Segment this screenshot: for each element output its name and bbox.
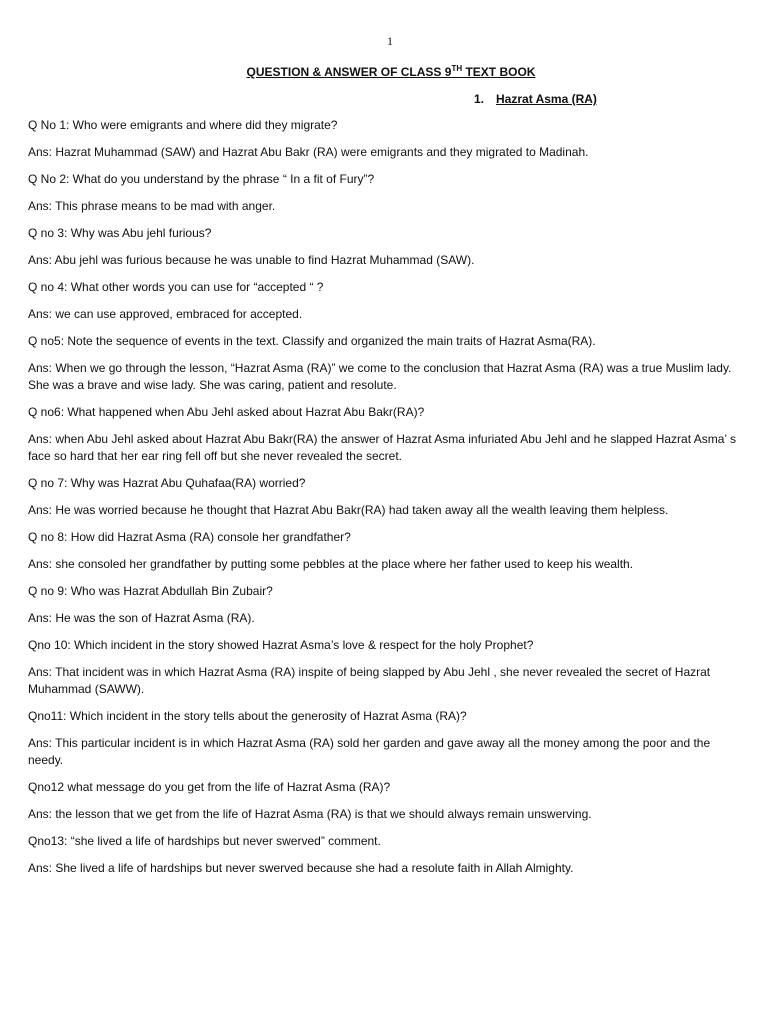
question-11: Qno11: Which incident in the story tells about the generosity of Hazrat Asma (RA)? [28,709,467,723]
answer-1: Ans: Hazrat Muhammad (SAW) and Hazrat Abu Bakr (RA) were emigrants and they migrated to Madinah. [28,145,589,159]
answer-8: Ans: she consoled her grandfather by putting some pebbles at the place where her father used to keep his wealth. [28,557,634,571]
answer-12: Ans: the lesson that we get from the life of Hazrat Asma (RA) is that we should always remain unswerving. [28,807,592,821]
answer-2: Ans: This phrase means to be mad with anger. [28,199,276,213]
section-name: Hazrat Asma (RA) [496,92,597,106]
question-3: Q no 3: Why was Abu jehl furious? [28,226,212,240]
title-suffix: TEXT BOOK [462,65,536,79]
question-13: Qno13: “she lived a life of hardships but never swerved” comment. [28,834,381,848]
question-2: Q No 2: What do you understand by the phrase “ In a fit of Fury”? [28,172,375,186]
question-10: Qno 10: Which incident in the story showed Hazrat Asma’s love & respect for the holy Prophet? [28,638,534,652]
answer-3: Ans: Abu jehl was furious because he was unable to find Hazrat Muhammad (SAW). [28,253,475,267]
section-number: 1. [474,92,485,106]
title-superscript: TH [451,64,463,73]
qa-list [28,117,748,887]
question-1: Q No 1: Who were emigrants and where did they migrate? [28,118,338,132]
answer-4: Ans: we can use approved, embraced for accepted. [28,307,303,321]
answer-7: Ans: He was worried because he thought that Hazrat Abu Bakr(RA) had taken away all the wealth leaving them helpless. [28,503,669,517]
question-6: Q no6: What happened when Abu Jehl asked about Hazrat Abu Bakr(RA)? [28,405,425,419]
answer-11: Ans: This particular incident is in which Hazrat Asma (RA) sold her garden and gave away all the money among the poor and the needy. [28,736,711,767]
answer-5: Ans: When we go through the lesson, “Hazrat Asma (RA)” we come to the conclusion that Hazrat Asma (RA) was a true Muslim lady. She was a brave and wise lady. She was caring, patient and resolute. [28,361,732,392]
answer-6: Ans: when Abu Jehl asked about Hazrat Abu Bakr(RA) the answer of Hazrat Asma infuriated Abu Jehl and he slapped Hazrat Asma’ s face so hard that her ear ring fell off but she never revealed the secret. [28,432,736,463]
title-prefix: QUESTION & ANSWER OF CLASS 9 [246,65,452,79]
answer-10: Ans: That incident was in which Hazrat Asma (RA) inspite of being slapped by Abu Jehl , she never revealed the secret of Hazrat Muhammad (SAWW). [28,665,711,696]
question-9: Q no 9: Who was Hazrat Abdullah Bin Zubair? [28,584,273,598]
answer-13: Ans: She lived a life of hardships but never swerved because she had a resolute faith in Allah Almighty. [28,861,574,875]
question-5: Q no5: Note the sequence of events in the text. Classify and organized the main traits of Hazrat Asma(RA). [28,334,596,348]
page-number: 1 [387,34,393,48]
question-7: Q no 7: Why was Hazrat Abu Quhafaa(RA) worried? [28,476,306,490]
question-4: Q no 4: What other words you can use for “accepted “ ? [28,280,324,294]
document-title [0,64,768,79]
answer-9: Ans: He was the son of Hazrat Asma (RA). [28,611,255,625]
section-heading [474,92,597,106]
question-8: Q no 8: How did Hazrat Asma (RA) console her grandfather? [28,530,351,544]
question-12: Qno12 what message do you get from the life of Hazrat Asma (RA)? [28,780,391,794]
